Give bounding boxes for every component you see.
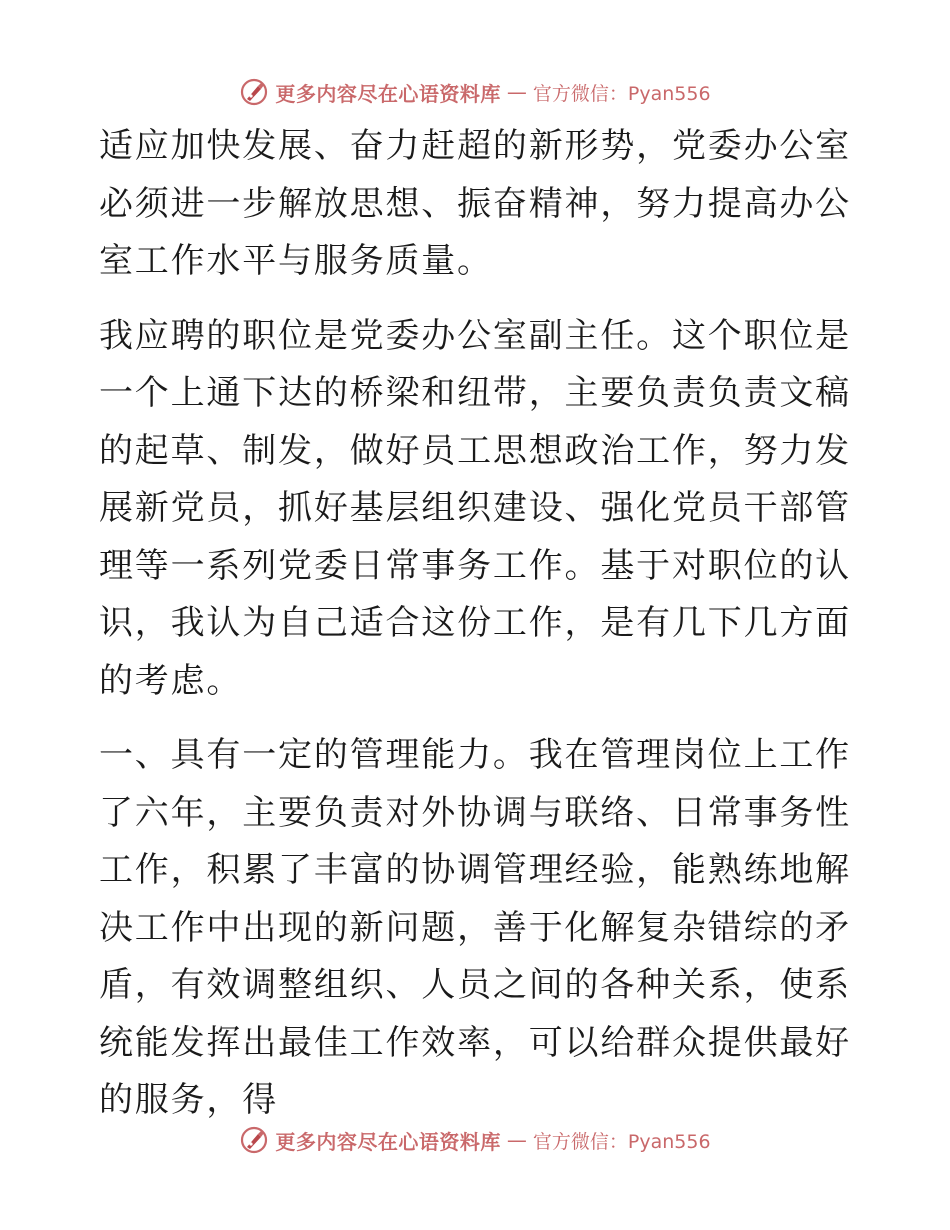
header-watermark xyxy=(0,72,950,112)
watermark-separator: — xyxy=(506,1128,527,1152)
watermark-promo-text: 更多内容尽在心语资料库 xyxy=(275,1129,501,1154)
pen-nib-logo-icon xyxy=(239,1125,269,1155)
watermark-separator: — xyxy=(506,80,527,104)
watermark-wechat-label: 官方微信：Pyan556 xyxy=(532,82,711,105)
footer-watermark xyxy=(0,1120,950,1160)
paragraph-position: 我应聘的职位是党委办公室副主任。这个职位是一个上通下达的桥梁和纽带，主要负责负责文稿的起草、制发，做好员工思想政治工作，努力发展新党员，抓好基层组织建设、强化党员干部管理等一系列党委日常事务工作。基于对职位的认识，我认为自己适合这份工作，是有几下几方面的考虑。 xyxy=(99,315,851,701)
watermark-promo-text: 更多内容尽在心语资料库 xyxy=(275,81,501,106)
document-body xyxy=(99,118,851,1130)
watermark-wechat-label: 官方微信：Pyan556 xyxy=(532,1130,711,1153)
paragraph-management-ability: 一、具有一定的管理能力。我在管理岗位上工作了六年，主要负责对外协调与联络、日常事务性工作，积累了丰富的协调管理经验，能熟练地解决工作中出现的新问题，善于化解复杂错综的矛盾，有效调整组织、人员之间的各种关系，使系统能发挥出最佳工作效率，可以给群众提供最好的服务，得 xyxy=(99,735,851,1120)
pen-nib-logo-icon xyxy=(239,77,269,107)
paragraph-intro: 适应加快发展、奋力赶超的新形势，党委办公室必须进一步解放思想、振奋精神，努力提高办公室工作水平与服务质量。 xyxy=(99,126,851,281)
